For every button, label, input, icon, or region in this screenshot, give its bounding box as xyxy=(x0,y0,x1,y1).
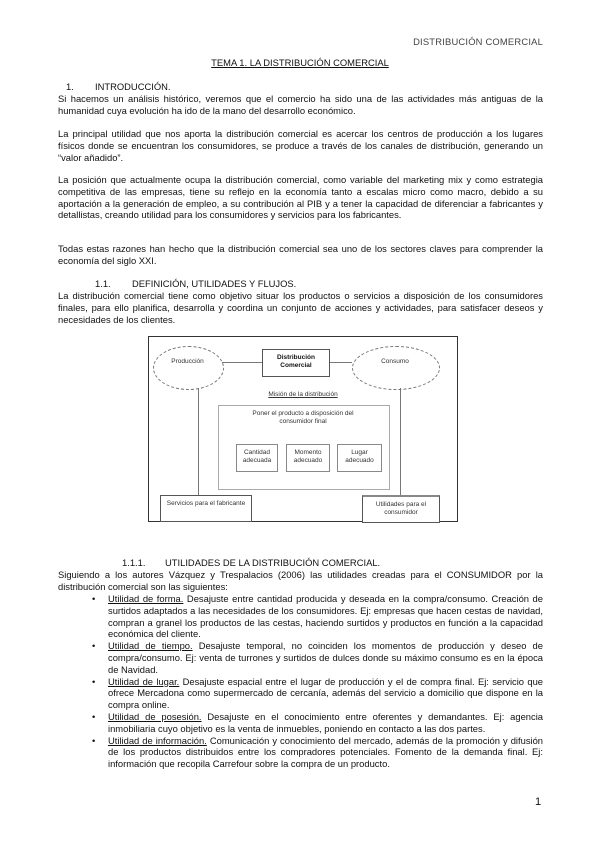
term: Utilidad de lugar. xyxy=(108,675,180,687)
section-1-number: 1. xyxy=(66,81,74,92)
cantidad-box xyxy=(236,444,278,472)
term: Utilidad de posesión. xyxy=(108,710,202,722)
servicios-label: Servicios para el fabricante xyxy=(166,500,246,507)
term: Utilidad de tiempo. xyxy=(108,640,193,652)
running-header: DISTRIBUCIÓN COMERCIAL xyxy=(413,36,543,47)
section-1-1-1-number: 1.1.1. xyxy=(122,557,146,568)
section-1-heading: INTRODUCCIÓN. xyxy=(95,81,171,92)
consumo-label: Consumo xyxy=(381,358,409,365)
page-number: 1 xyxy=(535,796,542,808)
distribucion-label: Distribución Comercial xyxy=(277,354,315,369)
page-title: TEMA 1. LA DISTRIBUCIÓN COMERCIAL xyxy=(211,57,389,68)
utilities-list xyxy=(88,593,543,770)
arrow-line xyxy=(222,362,262,363)
definition: Desajuste temporal, no coinciden los momentos de producción y deseo de compra/consumo. Ej: venta de turrones y surtidos de dulces donde su máximo consumo es en la época de Navidad. xyxy=(108,640,543,675)
momento-label: Momento adecuado xyxy=(293,449,323,464)
mision-label: Misión de la distribución xyxy=(268,391,338,398)
utilidades-label: Utilidades para el consumidor xyxy=(375,501,427,516)
definition: Desajuste espacial entre el lugar de producción y el de compra final. Ej: servicio que ofrece Mercadona como supermercado de cercanía, además del servicio a domicilio que dispone en la compra online. xyxy=(108,675,543,711)
arrow-line xyxy=(330,362,352,363)
definition: Comunicación y conocimiento del mercado, además de la promoción y difusión de los productos distribuidos entre los compradores potenciales. Fomento de la demanda final. Ej: información que recopila Carrefour sobre la compra de un producto. xyxy=(108,734,544,770)
cantidad-label: Cantidad adecuada xyxy=(242,449,272,464)
poner-label: Poner el producto a disposición del consumidor final xyxy=(252,410,354,425)
connector-line xyxy=(198,388,199,496)
servicios-box xyxy=(160,495,252,522)
paragraph: Siguiendo a los autores Vázquez y Trespalacios (2006) las utilidades creadas para el CONSUMIDOR por la distribución comercial son las siguientes: xyxy=(58,569,543,592)
consumo-ellipse xyxy=(352,346,440,390)
paragraph: La principal utilidad que nos aporta la distribución comercial es acercar los centros de producción a los lugares físicos donde se encuentran los consumidores, se produce a través de los canales de distribución, generando un “valor añadido”. xyxy=(58,128,543,163)
lugar-box xyxy=(337,444,382,472)
section-1-1-number: 1.1. xyxy=(95,278,111,289)
list-item xyxy=(88,640,543,675)
section-1-1-heading: DEFINICIÓN, UTILIDADES Y FLUJOS. xyxy=(132,278,297,289)
momento-box xyxy=(286,444,330,472)
paragraph: La posición que actualmente ocupa la distribución comercial, como variable del marketing mix y como estrategia competitiva de las empresas, tiene su reflejo en la economía tanto a escalas micro como macro, debido a su aportación a la generación de empleo, a su contribución al PIB y a tener la capacidad de diferenciar a fabricantes y detallistas, creando utilidad para los consumidores y servicios para los fabricantes. xyxy=(58,174,543,221)
list-item xyxy=(88,593,543,640)
definition: Desajuste en el conocimiento entre oferentes y demandantes. Ej: agencia inmobiliaria cuyo objetivo es la venta de inmuebles, poniendo en contacto a las dos partes. xyxy=(108,710,543,734)
section-1-1-1-heading: UTILIDADES DE LA DISTRIBUCIÓN COMERCIAL. xyxy=(165,557,381,568)
definition: Desajuste entre cantidad producida y deseada en la compra/consumo. Creación de surtidos adaptados a las necesidades de los consumidores. Ej: empresas que hacen cestas de navidad, compran a granel los productos de las cestas, haciendo surtidos y productos en función a la capacidad económica del cliente. xyxy=(108,593,543,640)
connector-line xyxy=(400,388,401,496)
utilidades-box xyxy=(362,495,440,523)
term: Utilidad de información. xyxy=(108,734,207,746)
list-item xyxy=(88,711,543,735)
list-item xyxy=(88,735,543,770)
list-item xyxy=(88,676,543,711)
lugar-label: Lugar adecuado xyxy=(345,449,374,464)
paragraph: Si hacemos un análisis histórico, veremos que el comercio ha sido una de las actividades más antiguas de la humanidad cuya evolución ha ido de la mano del desarrollo económico. xyxy=(58,93,543,116)
paragraph: Todas estas razones han hecho que la distribución comercial sea uno de los sectores claves para comprender la economía del siglo XXI. xyxy=(58,243,543,266)
produccion-label: Producción xyxy=(171,358,204,365)
term: Utilidad de forma. xyxy=(108,593,184,604)
produccion-ellipse xyxy=(153,346,224,390)
paragraph: La distribución comercial tiene como objetivo situar los productos o servicios a disposición de los consumidores finales, para ello planifica, desarrolla y coordina un conjunto de acciones y actividades, para satisfacer deseos y necesidades de los clientes. xyxy=(58,290,543,325)
